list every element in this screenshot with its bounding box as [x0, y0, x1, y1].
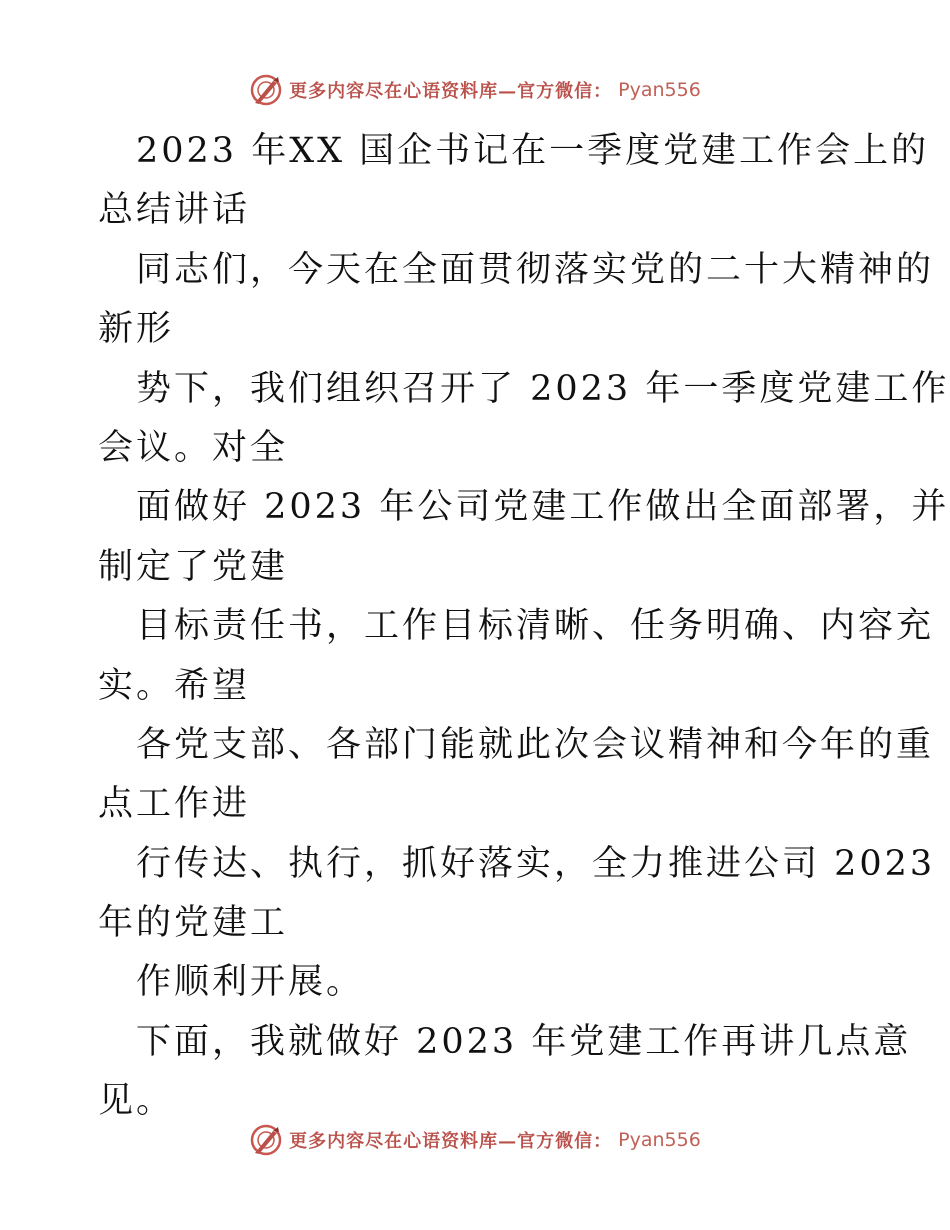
watermark-id: Pyan556 [618, 79, 701, 101]
title-line-2: 总结讲话 [98, 190, 251, 231]
pen-logo-icon [249, 73, 283, 107]
title-line-1: 2023 年XX 国企书记在一季度党建工作会上的 [136, 131, 930, 171]
paragraph-line: 作顺利开展。 [136, 962, 365, 1003]
paragraph-line: 实。希望 [98, 665, 251, 706]
watermark-text: 更多内容尽在心语资料库—官方微信： [289, 1131, 613, 1152]
paragraph-line: 年的党建工 [98, 903, 289, 944]
paragraph-line: 各党支部、各部门能就此次会议精神和今年的重 [136, 724, 935, 765]
document-body [98, 122, 950, 1132]
pen-logo-icon [249, 1123, 283, 1157]
paragraph-line: 见。 [98, 1081, 175, 1122]
paragraph-line: 点工作进 [98, 784, 251, 825]
paragraph-line: 下面，我就做好 2023 年党建工作再讲几点意 [136, 1021, 912, 1062]
paragraph-line: 制定了党建 [98, 546, 289, 587]
footer-watermark [0, 1120, 950, 1160]
watermark-text: 更多内容尽在心语资料库—官方微信： [289, 81, 613, 102]
paragraph-line: 面做好 2023 年公司党建工作做出全面部署，并 [136, 487, 950, 528]
paragraph-line: 同志们，今天在全面贯彻落实党的二十大精神的 [136, 249, 935, 290]
header-watermark [0, 70, 950, 110]
paragraph-line: 会议。对全 [98, 427, 289, 468]
paragraph-line: 目标责任书，工作目标清晰、任务明确、内容充 [136, 606, 935, 647]
watermark-id: Pyan556 [618, 1129, 701, 1151]
paragraph-line: 新形 [98, 309, 175, 350]
paragraph-line: 势下，我们组织召开了 2023 年一季度党建工作 [136, 368, 950, 409]
paragraph-line: 行传达、执行，抓好落实，全力推进公司 2023 [136, 843, 936, 884]
